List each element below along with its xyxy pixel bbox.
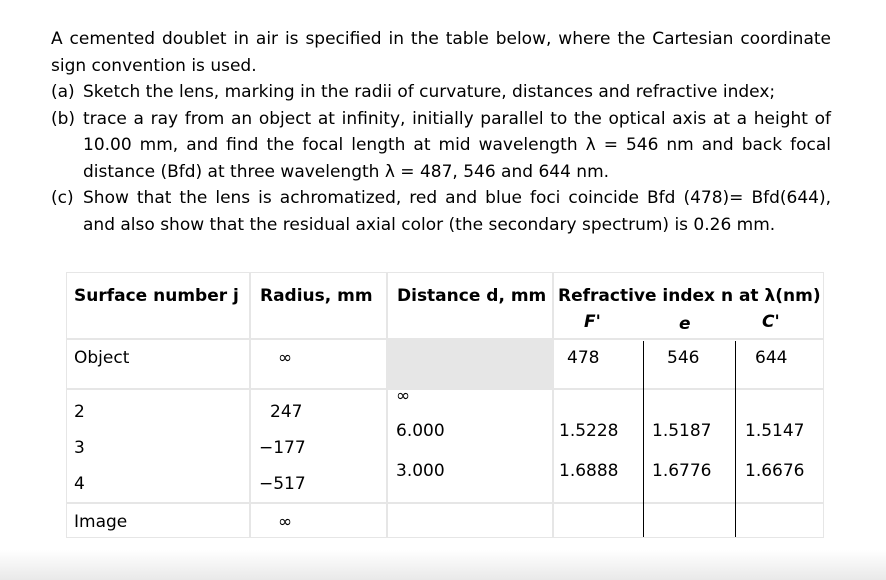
radius-2: 247 xyxy=(270,402,303,422)
page-bottom-shade xyxy=(0,550,886,580)
surface-3: 3 xyxy=(74,438,85,458)
part-a-mark: (a) xyxy=(51,82,75,102)
radius-image: ∞ xyxy=(278,512,293,532)
wavelength-546: 546 xyxy=(667,348,700,368)
part-b-text: trace a ray from an object at infinity, initially parallel to the optical axis at a height of 10.00 mm, and find the focal length at mid wavelength λ = 546 nm and back focal distance (Bfd) at three wavelength λ = 487, 546 and 644 nm. xyxy=(83,108,831,182)
column-divider xyxy=(735,341,736,537)
body-cell xyxy=(388,390,552,502)
radius-3: −177 xyxy=(259,438,306,458)
line-label-c: C' xyxy=(762,312,780,332)
index-lens1-f: 1.5228 xyxy=(559,421,619,441)
header-radius: Radius, mm xyxy=(260,286,373,306)
surface-2: 2 xyxy=(74,402,85,422)
index-lens1-e: 1.5187 xyxy=(652,421,712,441)
part-b-mark: (b) xyxy=(51,108,76,129)
radius-4: −517 xyxy=(259,474,306,494)
part-c xyxy=(51,185,831,238)
radius-object: ∞ xyxy=(278,348,293,368)
distance-object: ∞ xyxy=(396,386,411,406)
surface-object: Object xyxy=(74,348,130,368)
body-cell xyxy=(67,390,249,502)
body-cell xyxy=(554,390,823,502)
part-b xyxy=(51,106,831,186)
part-a-text: Sketch the lens, marking in the radii of curvature, distances and refractive index; xyxy=(83,82,776,102)
line-label-f: F' xyxy=(584,312,601,332)
image-cell xyxy=(251,504,386,537)
part-c-text: Show that the lens is achromatized, red and blue foci coincide Bfd (478)= Bfd(644), and also show that the residual axial color (the secondary spectrum) is 0.26 mm. xyxy=(83,188,831,235)
surface-4: 4 xyxy=(74,474,85,494)
header-index: Refractive index n at λ(nm) xyxy=(558,286,821,306)
header-distance: Distance d, mm xyxy=(397,286,547,306)
image-cell xyxy=(554,504,823,537)
wavelength-644: 644 xyxy=(755,348,788,368)
index-lens1-c: 1.5147 xyxy=(745,421,805,441)
wavelength-478: 478 xyxy=(567,348,600,368)
problem-intro: A cemented doublet in air is specified in the table below, where the Cartesian coordinate sign convention is used. xyxy=(51,29,831,76)
part-c-mark: (c) xyxy=(51,188,74,208)
problem-statement xyxy=(51,26,831,238)
distance-2: 3.000 xyxy=(396,461,445,481)
column-divider xyxy=(643,341,644,537)
distance-1: 6.000 xyxy=(396,421,445,441)
image-cell xyxy=(388,504,552,537)
lens-data-table xyxy=(66,272,824,538)
object-cell xyxy=(251,340,386,388)
surface-image: Image xyxy=(74,512,128,532)
index-lens2-c: 1.6676 xyxy=(745,461,805,481)
index-lens2-f: 1.6888 xyxy=(559,461,619,481)
index-lens2-e: 1.6776 xyxy=(652,461,712,481)
part-a xyxy=(51,79,831,106)
line-label-e: e xyxy=(679,314,691,334)
header-surface: Surface number j xyxy=(74,286,239,306)
